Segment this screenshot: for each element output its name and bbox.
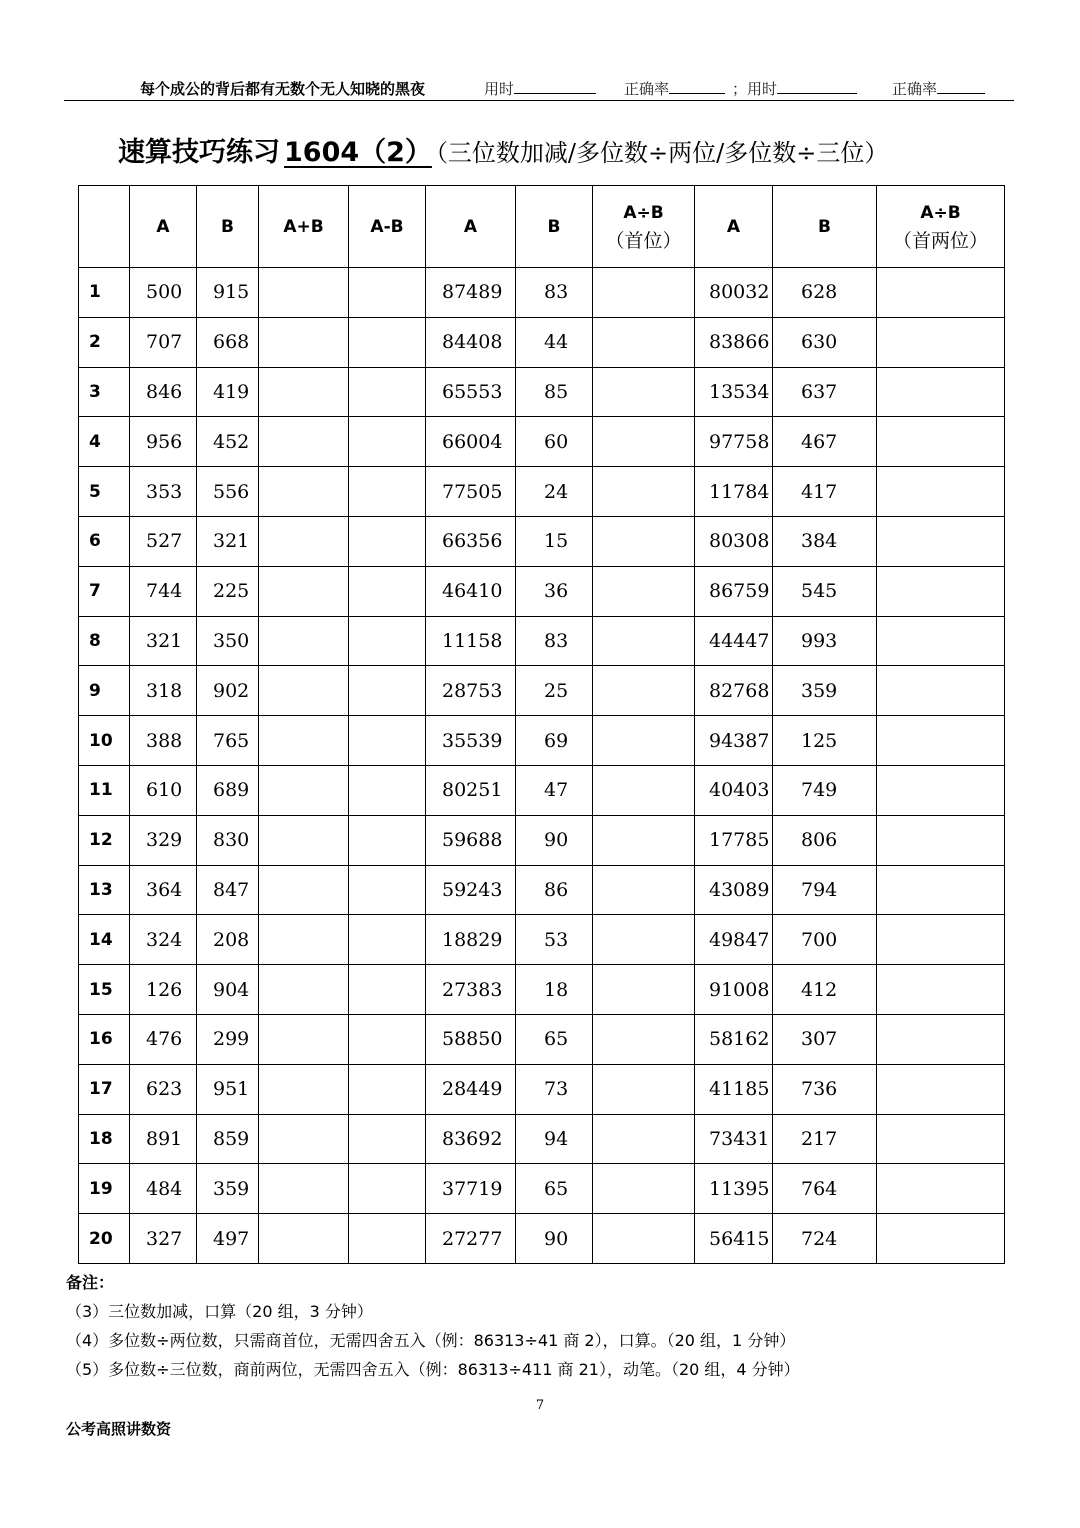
cell-b1: 350 xyxy=(197,616,259,666)
cell-b3: 545 xyxy=(773,566,877,616)
cell-b1: 902 xyxy=(197,666,259,716)
table-row xyxy=(79,367,1005,417)
table-row xyxy=(79,765,1005,815)
table-row xyxy=(79,915,1005,965)
cell-b2: 15 xyxy=(516,516,593,566)
answer-div2[interactable] xyxy=(877,915,1005,965)
header-diff: A-B xyxy=(349,186,426,268)
cell-b1: 299 xyxy=(197,1014,259,1064)
time-field-2: ；用时 xyxy=(732,78,857,99)
cell-b3: 217 xyxy=(773,1114,877,1164)
table-row xyxy=(79,616,1005,666)
header-a2: A xyxy=(426,186,516,268)
title-code: 1604（2） xyxy=(284,137,432,168)
table-row xyxy=(79,815,1005,865)
cell-a1: 956 xyxy=(130,417,197,467)
row-index: 1 xyxy=(79,268,130,318)
footer-text: 公考高照讲数资 xyxy=(66,1420,172,1438)
cell-b3: 125 xyxy=(773,716,877,766)
cell-a2: 65553 xyxy=(426,367,516,417)
cell-a2: 59688 xyxy=(426,815,516,865)
cell-a1: 126 xyxy=(130,965,197,1015)
time-blank-1[interactable] xyxy=(514,79,596,94)
row-index: 14 xyxy=(79,915,130,965)
cell-a1: 476 xyxy=(130,1014,197,1064)
answer-sum[interactable] xyxy=(259,417,349,467)
answer-diff[interactable] xyxy=(349,815,426,865)
cell-b2: 65 xyxy=(516,1164,593,1214)
answer-div2[interactable] xyxy=(877,865,1005,915)
answer-diff[interactable] xyxy=(349,417,426,467)
answer-div1[interactable] xyxy=(593,915,695,965)
row-index: 5 xyxy=(79,467,130,517)
cell-a1: 318 xyxy=(130,666,197,716)
answer-diff[interactable] xyxy=(349,268,426,318)
cell-a3: 91008 xyxy=(695,965,773,1015)
answer-diff[interactable] xyxy=(349,1014,426,1064)
cell-a1: 891 xyxy=(130,1114,197,1164)
answer-div2[interactable] xyxy=(877,516,1005,566)
table-row xyxy=(79,516,1005,566)
answer-sum[interactable] xyxy=(259,865,349,915)
cell-a3: 41185 xyxy=(695,1064,773,1114)
answer-diff[interactable] xyxy=(349,317,426,367)
cell-b1: 321 xyxy=(197,516,259,566)
answer-sum[interactable] xyxy=(259,1064,349,1114)
cell-b2: 47 xyxy=(516,765,593,815)
cell-a3: 83866 xyxy=(695,317,773,367)
row-index: 12 xyxy=(79,815,130,865)
answer-diff[interactable] xyxy=(349,1214,426,1264)
cell-a1: 329 xyxy=(130,815,197,865)
cell-b3: 628 xyxy=(773,268,877,318)
cell-a3: 58162 xyxy=(695,1014,773,1064)
answer-div2[interactable] xyxy=(877,716,1005,766)
header-b3: B xyxy=(773,186,877,268)
cell-b3: 736 xyxy=(773,1064,877,1114)
cell-b2: 44 xyxy=(516,317,593,367)
cell-a3: 80308 xyxy=(695,516,773,566)
cell-b3: 359 xyxy=(773,666,877,716)
answer-div2[interactable] xyxy=(877,616,1005,666)
cell-a2: 84408 xyxy=(426,317,516,367)
cell-b2: 36 xyxy=(516,566,593,616)
answer-div1[interactable] xyxy=(593,1114,695,1164)
header-div1: A÷B （首位） xyxy=(593,186,695,268)
title-main: 速算技巧练习 xyxy=(118,137,280,168)
cell-a3: 80032 xyxy=(695,268,773,318)
table-row xyxy=(79,1164,1005,1214)
cell-a3: 17785 xyxy=(695,815,773,865)
cell-a3: 49847 xyxy=(695,915,773,965)
row-index: 10 xyxy=(79,716,130,766)
answer-div1[interactable] xyxy=(593,268,695,318)
cell-a1: 610 xyxy=(130,765,197,815)
cell-b1: 689 xyxy=(197,765,259,815)
cell-b3: 794 xyxy=(773,865,877,915)
cell-b2: 85 xyxy=(516,367,593,417)
cell-b3: 630 xyxy=(773,317,877,367)
answer-div2[interactable] xyxy=(877,1214,1005,1264)
cell-b2: 18 xyxy=(516,965,593,1015)
answer-diff[interactable] xyxy=(349,616,426,666)
row-index: 13 xyxy=(79,865,130,915)
accuracy-blank-2[interactable] xyxy=(937,79,985,94)
row-index: 19 xyxy=(79,1164,130,1214)
row-index: 2 xyxy=(79,317,130,367)
cell-b3: 806 xyxy=(773,815,877,865)
answer-sum[interactable] xyxy=(259,666,349,716)
row-index: 3 xyxy=(79,367,130,417)
practice-table xyxy=(78,185,1005,1264)
answer-div1[interactable] xyxy=(593,516,695,566)
cell-a1: 527 xyxy=(130,516,197,566)
answer-div2[interactable] xyxy=(877,317,1005,367)
answer-div2[interactable] xyxy=(877,367,1005,417)
cell-b2: 25 xyxy=(516,666,593,716)
cell-b1: 556 xyxy=(197,467,259,517)
cell-a2: 35539 xyxy=(426,716,516,766)
cell-b3: 467 xyxy=(773,417,877,467)
accuracy-field-1: 正确率 xyxy=(624,78,725,99)
table-row xyxy=(79,1014,1005,1064)
page-title xyxy=(118,130,888,169)
cell-b3: 417 xyxy=(773,467,877,517)
cell-a1: 364 xyxy=(130,865,197,915)
table-row xyxy=(79,467,1005,517)
answer-div2[interactable] xyxy=(877,965,1005,1015)
notes-label: 备注： xyxy=(66,1273,115,1292)
cell-b1: 497 xyxy=(197,1214,259,1264)
table-row xyxy=(79,1064,1005,1114)
answer-diff[interactable] xyxy=(349,716,426,766)
note-line-3: （3）三位数加减，口算（20 组，3 分钟） xyxy=(66,1302,373,1321)
cell-b3: 412 xyxy=(773,965,877,1015)
answer-sum[interactable] xyxy=(259,467,349,517)
cell-b2: 73 xyxy=(516,1064,593,1114)
answer-diff[interactable] xyxy=(349,1164,426,1214)
answer-div1[interactable] xyxy=(593,1064,695,1114)
answer-diff[interactable] xyxy=(349,566,426,616)
cell-b2: 94 xyxy=(516,1114,593,1164)
cell-b3: 307 xyxy=(773,1014,877,1064)
cell-b2: 69 xyxy=(516,716,593,766)
cell-b1: 847 xyxy=(197,865,259,915)
table-row xyxy=(79,965,1005,1015)
answer-sum[interactable] xyxy=(259,317,349,367)
cell-a1: 321 xyxy=(130,616,197,666)
answer-div2[interactable] xyxy=(877,1064,1005,1114)
cell-b2: 86 xyxy=(516,865,593,915)
header-motto: 每个成公的背后都有无数个无人知晓的黑夜 xyxy=(140,80,426,98)
answer-diff[interactable] xyxy=(349,666,426,716)
cell-b1: 668 xyxy=(197,317,259,367)
table-row xyxy=(79,666,1005,716)
header-index xyxy=(79,186,130,268)
cell-a2: 66004 xyxy=(426,417,516,467)
header-b2: B xyxy=(516,186,593,268)
answer-div1[interactable] xyxy=(593,1014,695,1064)
row-index: 18 xyxy=(79,1114,130,1164)
cell-b2: 65 xyxy=(516,1014,593,1064)
answer-diff[interactable] xyxy=(349,1114,426,1164)
answer-diff[interactable] xyxy=(349,765,426,815)
row-index: 8 xyxy=(79,616,130,666)
row-index: 17 xyxy=(79,1064,130,1114)
table-row xyxy=(79,865,1005,915)
cell-b1: 452 xyxy=(197,417,259,467)
answer-div1[interactable] xyxy=(593,417,695,467)
cell-b2: 53 xyxy=(516,915,593,965)
cell-b3: 993 xyxy=(773,616,877,666)
cell-a2: 28753 xyxy=(426,666,516,716)
answer-sum[interactable] xyxy=(259,1114,349,1164)
header-a3: A xyxy=(695,186,773,268)
answer-div2[interactable] xyxy=(877,666,1005,716)
cell-b1: 859 xyxy=(197,1114,259,1164)
answer-div1[interactable] xyxy=(593,865,695,915)
cell-a2: 28449 xyxy=(426,1064,516,1114)
answer-div1[interactable] xyxy=(593,1214,695,1264)
answer-div2[interactable] xyxy=(877,815,1005,865)
answer-sum[interactable] xyxy=(259,915,349,965)
answer-sum[interactable] xyxy=(259,1164,349,1214)
cell-a1: 707 xyxy=(130,317,197,367)
cell-a1: 623 xyxy=(130,1064,197,1114)
cell-a3: 82768 xyxy=(695,666,773,716)
row-index: 9 xyxy=(79,666,130,716)
title-subtitle: （三位数加减/多位数÷两位/多位数÷三位） xyxy=(435,139,889,167)
answer-div2[interactable] xyxy=(877,1164,1005,1214)
cell-a2: 58850 xyxy=(426,1014,516,1064)
cell-b1: 951 xyxy=(197,1064,259,1114)
cell-a3: 11784 xyxy=(695,467,773,517)
header-sum: A+B xyxy=(259,186,349,268)
answer-sum[interactable] xyxy=(259,716,349,766)
answer-div1[interactable] xyxy=(593,616,695,666)
answer-sum[interactable] xyxy=(259,367,349,417)
cell-a3: 40403 xyxy=(695,765,773,815)
answer-div1[interactable] xyxy=(593,765,695,815)
row-index: 6 xyxy=(79,516,130,566)
cell-a3: 56415 xyxy=(695,1214,773,1264)
cell-b3: 637 xyxy=(773,367,877,417)
cell-a2: 11158 xyxy=(426,616,516,666)
cell-b1: 915 xyxy=(197,268,259,318)
answer-div2[interactable] xyxy=(877,1114,1005,1164)
answer-div1[interactable] xyxy=(593,367,695,417)
note-line-4: （4）多位数÷两位数，只需商首位，无需四舍五入（例：86313÷41 商 2），口算。（20 组，1 分钟） xyxy=(66,1331,796,1350)
cell-b1: 765 xyxy=(197,716,259,766)
answer-diff[interactable] xyxy=(349,1064,426,1114)
cell-b1: 904 xyxy=(197,965,259,1015)
answer-diff[interactable] xyxy=(349,915,426,965)
row-index: 4 xyxy=(79,417,130,467)
answer-diff[interactable] xyxy=(349,516,426,566)
cell-a1: 744 xyxy=(130,566,197,616)
table-row xyxy=(79,1114,1005,1164)
cell-b3: 724 xyxy=(773,1214,877,1264)
cell-a2: 66356 xyxy=(426,516,516,566)
note-line-5: （5）多位数÷三位数，商前两位，无需四舍五入（例：86313÷411 商 21），动笔。（20 组，4 分钟） xyxy=(66,1360,800,1379)
table-row xyxy=(79,268,1005,318)
answer-div2[interactable] xyxy=(877,566,1005,616)
answer-diff[interactable] xyxy=(349,467,426,517)
table-row xyxy=(79,317,1005,367)
table-row xyxy=(79,417,1005,467)
cell-b1: 359 xyxy=(197,1164,259,1214)
answer-div1[interactable] xyxy=(593,815,695,865)
answer-sum[interactable] xyxy=(259,1214,349,1264)
row-index: 16 xyxy=(79,1014,130,1064)
cell-a2: 80251 xyxy=(426,765,516,815)
cell-a3: 44447 xyxy=(695,616,773,666)
cell-a3: 94387 xyxy=(695,716,773,766)
cell-b3: 700 xyxy=(773,915,877,965)
answer-sum[interactable] xyxy=(259,268,349,318)
answer-div2[interactable] xyxy=(877,765,1005,815)
cell-b2: 90 xyxy=(516,815,593,865)
page-header xyxy=(64,74,1014,101)
answer-diff[interactable] xyxy=(349,367,426,417)
table-row xyxy=(79,716,1005,766)
header-div2: A÷B （首两位） xyxy=(877,186,1005,268)
cell-b1: 208 xyxy=(197,915,259,965)
row-index: 20 xyxy=(79,1214,130,1264)
cell-a3: 97758 xyxy=(695,417,773,467)
cell-b2: 83 xyxy=(516,268,593,318)
answer-div1[interactable] xyxy=(593,566,695,616)
cell-b2: 24 xyxy=(516,467,593,517)
answer-div1[interactable] xyxy=(593,965,695,1015)
table-row xyxy=(79,1214,1005,1264)
table-row xyxy=(79,566,1005,616)
accuracy-blank-1[interactable] xyxy=(669,79,725,94)
cell-b3: 749 xyxy=(773,765,877,815)
cell-a2: 18829 xyxy=(426,915,516,965)
header-a1: A xyxy=(130,186,197,268)
cell-a1: 327 xyxy=(130,1214,197,1264)
row-index: 7 xyxy=(79,566,130,616)
cell-b3: 764 xyxy=(773,1164,877,1214)
cell-a2: 27277 xyxy=(426,1214,516,1264)
answer-sum[interactable] xyxy=(259,965,349,1015)
cell-a1: 353 xyxy=(130,467,197,517)
accuracy-field-2: 正确率 xyxy=(892,78,985,99)
cell-a2: 83692 xyxy=(426,1114,516,1164)
answer-diff[interactable] xyxy=(349,965,426,1015)
cell-b2: 90 xyxy=(516,1214,593,1264)
notes xyxy=(66,1268,800,1384)
cell-a3: 73431 xyxy=(695,1114,773,1164)
answer-div1[interactable] xyxy=(593,1164,695,1214)
cell-b1: 830 xyxy=(197,815,259,865)
cell-a1: 324 xyxy=(130,915,197,965)
cell-a1: 846 xyxy=(130,367,197,417)
cell-b2: 83 xyxy=(516,616,593,666)
answer-sum[interactable] xyxy=(259,815,349,865)
answer-div1[interactable] xyxy=(593,317,695,367)
answer-div1[interactable] xyxy=(593,716,695,766)
cell-a3: 86759 xyxy=(695,566,773,616)
cell-a3: 11395 xyxy=(695,1164,773,1214)
cell-a2: 77505 xyxy=(426,467,516,517)
cell-b1: 419 xyxy=(197,367,259,417)
cell-b3: 384 xyxy=(773,516,877,566)
answer-sum[interactable] xyxy=(259,616,349,666)
cell-a2: 87489 xyxy=(426,268,516,318)
answer-sum[interactable] xyxy=(259,1014,349,1064)
cell-a2: 46410 xyxy=(426,566,516,616)
cell-b1: 225 xyxy=(197,566,259,616)
answer-div1[interactable] xyxy=(593,666,695,716)
cell-a1: 388 xyxy=(130,716,197,766)
answer-div2[interactable] xyxy=(877,1014,1005,1064)
cell-a3: 43089 xyxy=(695,865,773,915)
cell-a2: 59243 xyxy=(426,865,516,915)
answer-sum[interactable] xyxy=(259,516,349,566)
header-b1: B xyxy=(197,186,259,268)
row-index: 15 xyxy=(79,965,130,1015)
time-blank-2[interactable] xyxy=(777,79,857,94)
page-number: 7 xyxy=(535,1398,545,1413)
cell-a2: 27383 xyxy=(426,965,516,1015)
answer-div2[interactable] xyxy=(877,467,1005,517)
time-field-1: 用时 xyxy=(484,78,596,99)
answer-div2[interactable] xyxy=(877,417,1005,467)
cell-a2: 37719 xyxy=(426,1164,516,1214)
cell-a1: 500 xyxy=(130,268,197,318)
table-header-row xyxy=(79,186,1005,268)
answer-sum[interactable] xyxy=(259,566,349,616)
cell-a1: 484 xyxy=(130,1164,197,1214)
cell-a3: 13534 xyxy=(695,367,773,417)
answer-sum[interactable] xyxy=(259,765,349,815)
cell-b2: 60 xyxy=(516,417,593,467)
answer-div2[interactable] xyxy=(877,268,1005,318)
answer-diff[interactable] xyxy=(349,865,426,915)
answer-div1[interactable] xyxy=(593,467,695,517)
row-index: 11 xyxy=(79,765,130,815)
